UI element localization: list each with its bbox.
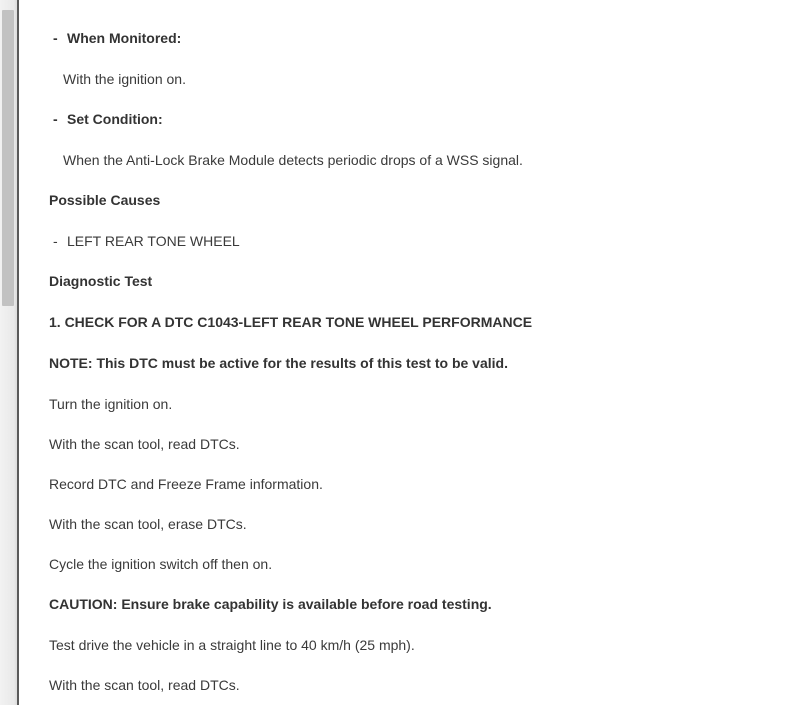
note-text: NOTE: This DTC must be active for the results of this test to be valid. [49,355,508,371]
set-condition-text: When the Anti-Lock Brake Module detects periodic drops of a WSS signal. [63,152,523,168]
possible-causes-heading: Possible Causes [49,192,161,208]
when-monitored-label-row [49,29,181,47]
step-line: With the scan tool, erase DTCs. [49,516,247,532]
possible-causes-item [49,232,240,250]
bullet-dash: - [53,111,58,127]
vertical-scrollbar[interactable] [0,0,18,705]
when-monitored-text: With the ignition on. [63,71,186,87]
possible-cause-text: LEFT REAR TONE WHEEL [67,233,240,249]
when-monitored-label: When Monitored: [67,30,182,46]
step-line: Turn the ignition on. [49,396,173,412]
step-line: With the scan tool, read DTCs. [49,677,240,693]
step-1-heading: 1. CHECK FOR A DTC C1043-LEFT REAR TONE WHEEL PERFORMANCE [49,314,533,330]
diagnostic-test-heading: Diagnostic Test [49,273,153,289]
document-content [19,0,791,705]
set-condition-label: Set Condition: [67,111,163,127]
step-line: With the scan tool, read DTCs. [49,436,240,452]
bullet-dash: - [53,30,58,46]
step-line: Cycle the ignition switch off then on. [49,556,273,572]
caution-text: CAUTION: Ensure brake capability is available before road testing. [49,596,492,612]
set-condition-label-row [49,110,163,128]
scrollbar-thumb[interactable] [2,10,14,306]
step-line: Record DTC and Freeze Frame information. [49,476,323,492]
bullet-dash: - [53,233,58,249]
step-line: Test drive the vehicle in a straight line to 40 km/h (25 mph). [49,637,415,653]
